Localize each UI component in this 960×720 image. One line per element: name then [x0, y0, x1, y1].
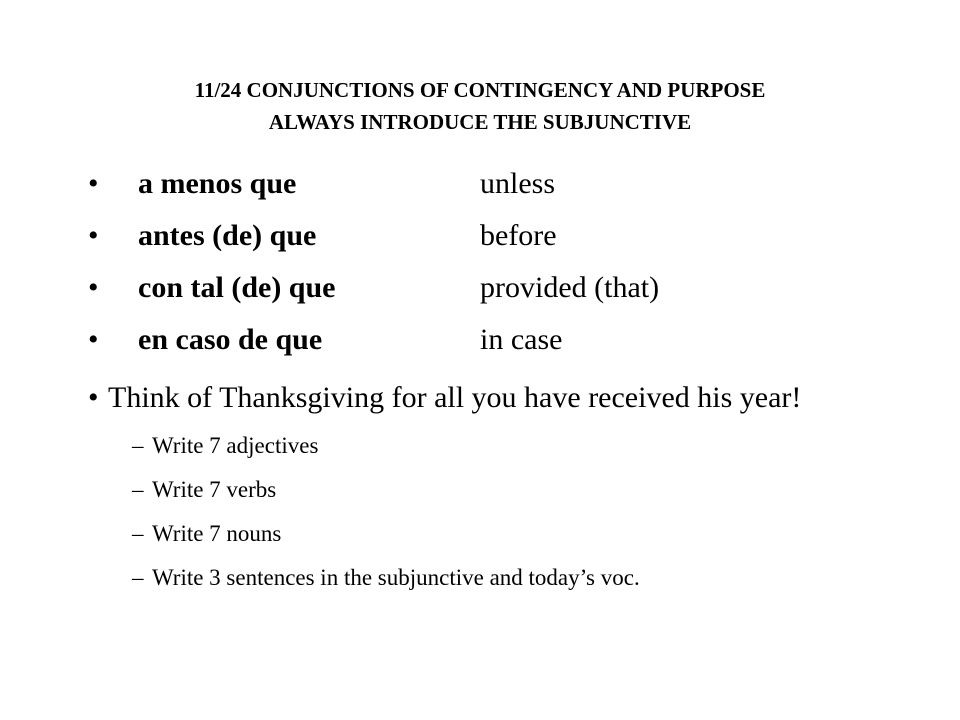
task-item — [132, 472, 928, 516]
vocab-term: en caso de que — [138, 323, 323, 356]
task-item — [132, 560, 928, 604]
dash-icon: – — [132, 433, 144, 458]
vocab-term: a menos que — [138, 167, 297, 200]
bullet-icon: • — [88, 219, 99, 252]
vocab-item — [88, 162, 928, 214]
bullet-icon: • — [88, 323, 99, 356]
task-text: Write 7 adjectives — [152, 433, 319, 458]
slide-title — [60, 74, 900, 138]
prompt-text: Think of Thanksgiving for all you have received his year! — [108, 381, 802, 414]
vocab-meaning: unless — [480, 167, 555, 200]
bullet-list — [88, 162, 928, 604]
vocab-item — [88, 214, 928, 266]
vocab-item — [88, 266, 928, 318]
prompt-item — [88, 376, 928, 420]
vocab-term: antes (de) que — [138, 219, 317, 252]
task-item — [132, 516, 928, 560]
dash-icon: – — [132, 565, 144, 590]
task-text: Write 3 sentences in the subjunctive and today’s voc. — [152, 565, 640, 590]
task-text: Write 7 verbs — [152, 477, 277, 502]
bullet-icon: • — [88, 167, 99, 200]
vocab-term: con tal (de) que — [138, 271, 336, 304]
title-line-1: 11/24 CONJUNCTIONS OF CONTINGENCY AND PURPOSE — [194, 78, 766, 102]
dash-icon: – — [132, 477, 144, 502]
task-item — [132, 428, 928, 472]
vocab-meaning: in case — [480, 323, 563, 356]
task-text: Write 7 nouns — [152, 521, 282, 546]
vocab-meaning: before — [480, 219, 557, 252]
bullet-icon: • — [88, 381, 99, 414]
vocab-meaning: provided (that) — [480, 271, 660, 304]
vocab-item — [88, 318, 928, 370]
task-list — [88, 428, 928, 604]
bullet-icon: • — [88, 271, 99, 304]
dash-icon: – — [132, 521, 144, 546]
title-line-2: ALWAYS INTRODUCE THE SUBJUNCTIVE — [268, 110, 692, 134]
